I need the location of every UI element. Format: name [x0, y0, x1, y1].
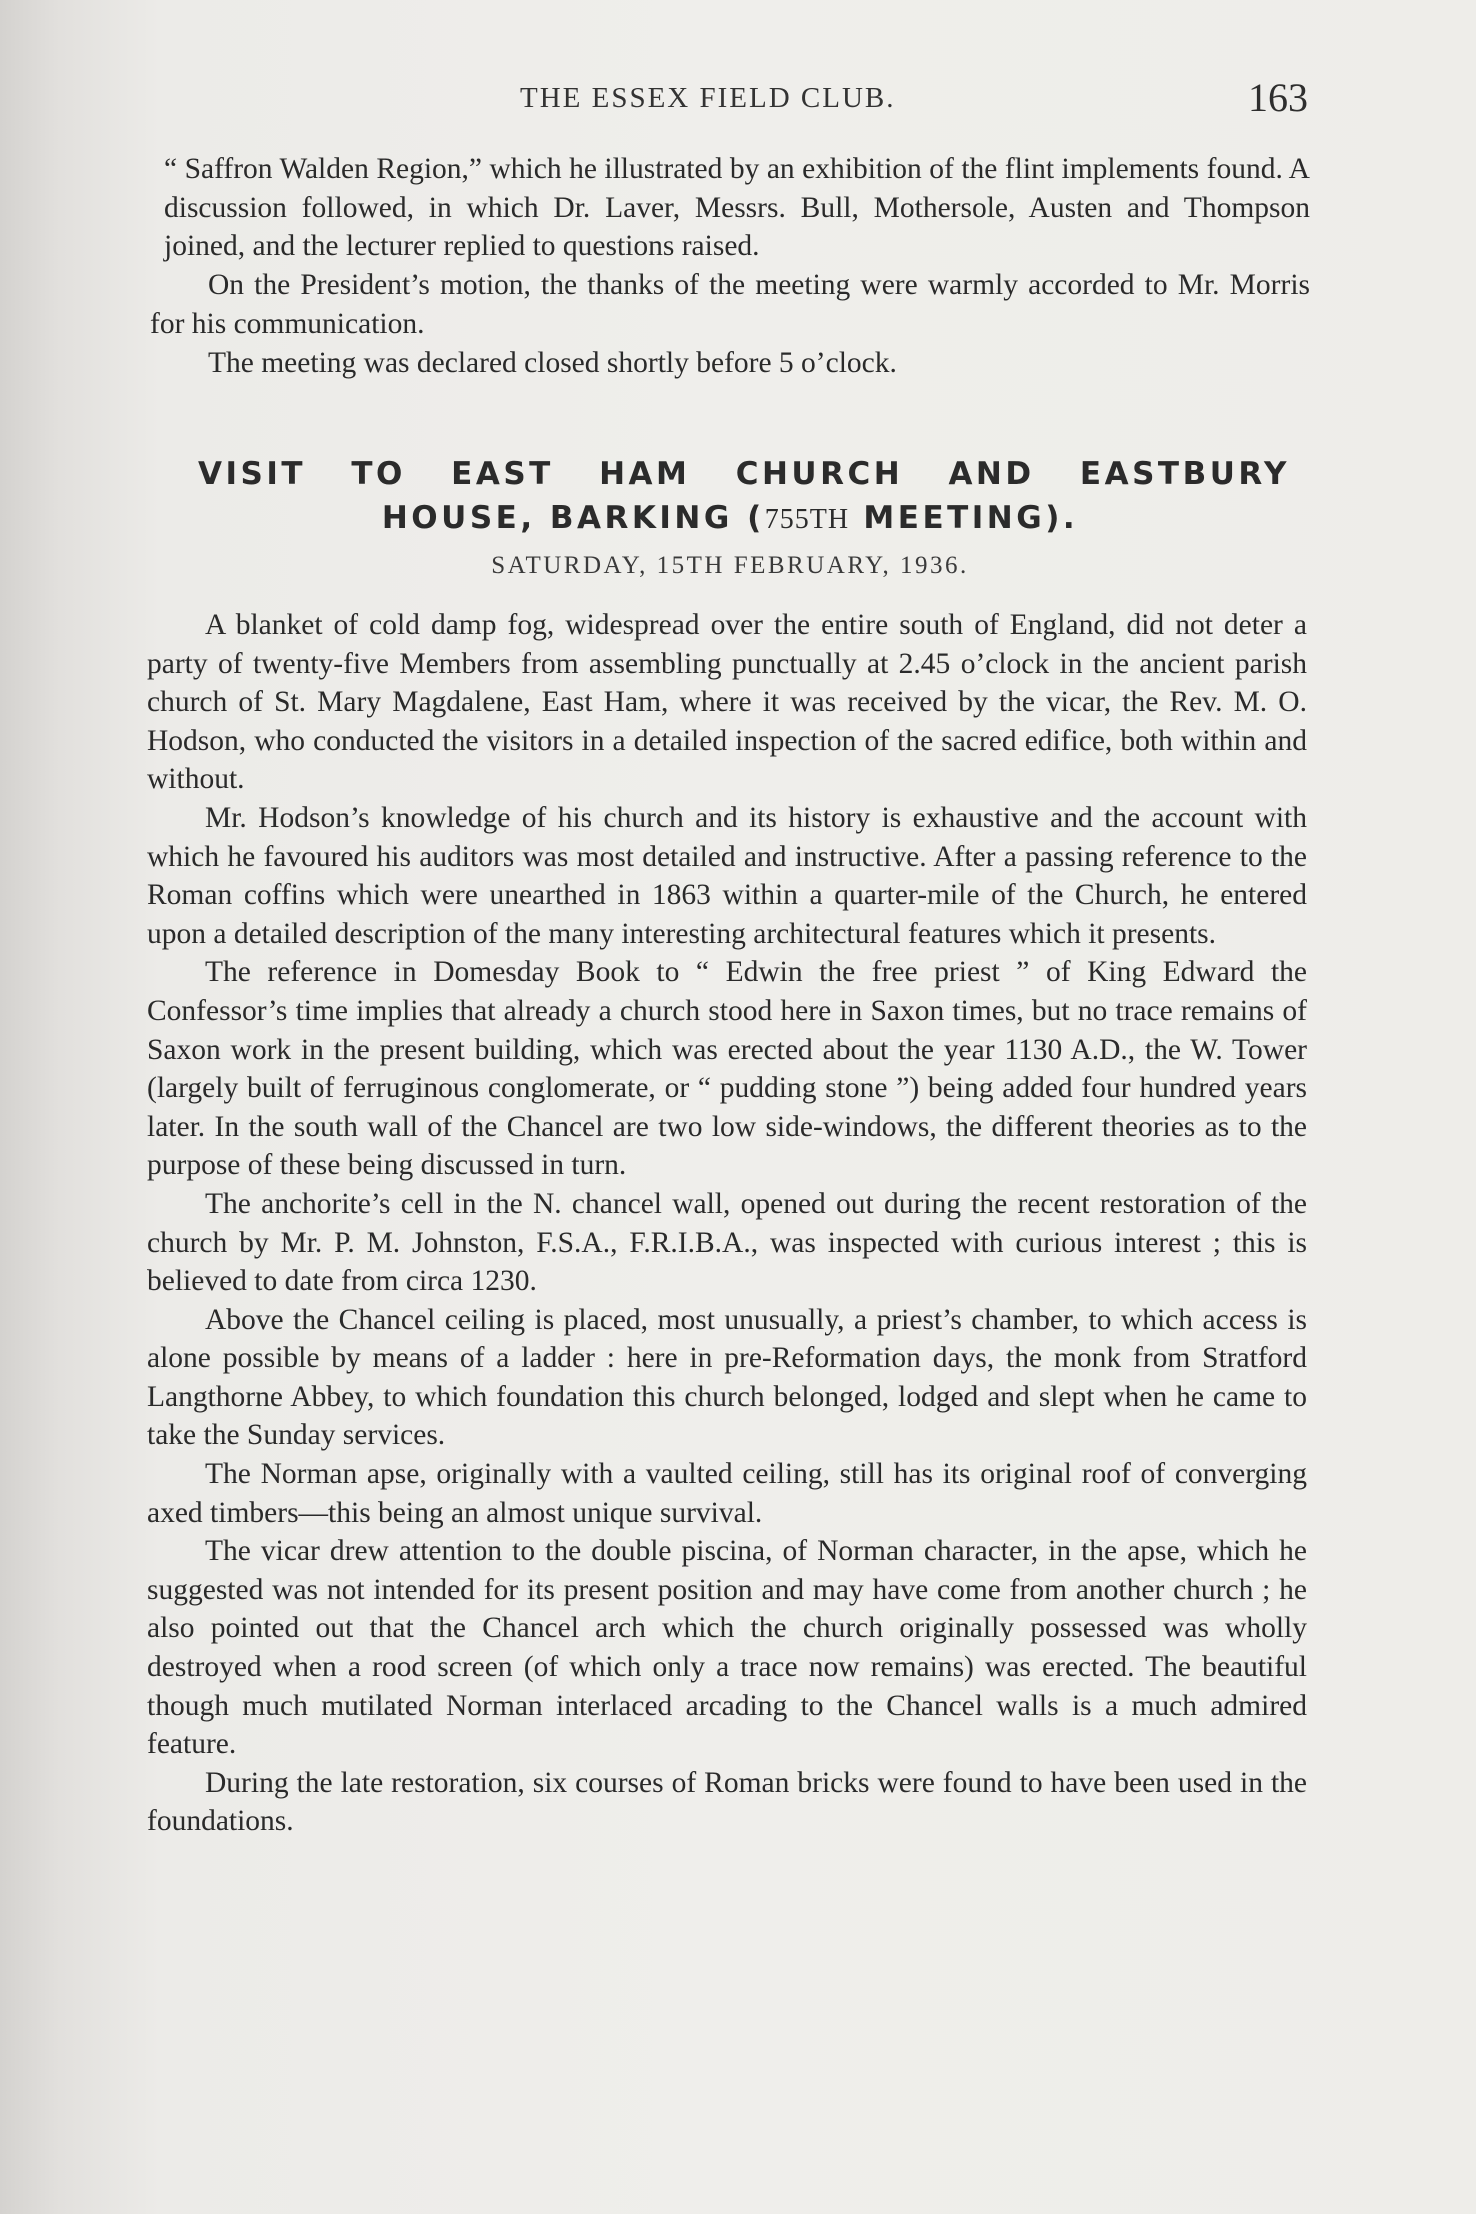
- heading-line-2-start: HOUSE, BARKING (: [381, 500, 765, 536]
- meeting-date: SATURDAY, 15TH FEBRUARY, 1936.: [491, 552, 969, 579]
- paragraph: The vicar drew attention to the double piscina, of Norman character, in the apse, which he suggested was not intended for its present position and may have come from another church ; he also pointed out that the Chancel arch which the church originally possessed was wholly destroyed when a rood screen (of which only a trace now remains) was erected. The beautiful though much mutilated Norman interlaced arcading to the Chancel walls is a much admired feature.: [147, 1535, 1307, 1761]
- paragraph: A blanket of cold damp fog, widespread over the entire south of England, did not deter a party of twenty-five Members from assembling punctually at 2.45 o’clock in the ancient parish church of St. Mary Magdalene, East Ham, where it was received by the vicar, the Rev. M. O. Hodson, who conducted the visitors in a detailed inspection of the sacred edifice, both within and without.: [147, 609, 1307, 796]
- paragraph: Above the Chancel ceiling is placed, most unusually, a priest’s chamber, to which access is alone possible by means of a ladder : here in pre-Reformation days, the monk from Stratford Langthorne Abbey, to which foundation this church belonged, lodged and slept when he came to take the Sunday services.: [147, 1303, 1307, 1452]
- section-heading: [150, 452, 1310, 542]
- paragraph: The reference in Domesday Book to “ Edwin the free priest ” of King Edward the Confessor’s time implies that already a church stood here in Saxon times, but no trace remains of Saxon work in the present building, which was erected about the year 1130 A.D., the W. Tower (largely built of ferruginous conglomerate, or “ pudding stone ”) being added four hundred years later. In the south wall of the Chancel are two low side-windows, the different theories as to the purpose of these being discussed in turn.: [147, 956, 1307, 1182]
- paragraph: During the late restoration, six courses of Roman bricks were found to have been used in the foundations.: [147, 1766, 1307, 1838]
- paragraph: The meeting was declared closed shortly before 5 o’clock.: [208, 346, 897, 379]
- paragraph: The anchorite’s cell in the N. chancel wall, opened out during the recent restoration of the church by Mr. P. M. Johnston, F.S.A., F.R.I.B.A., was inspected with curious interest ; this is believed to date from circa 1230.: [147, 1187, 1307, 1298]
- meeting-number: 755TH: [764, 504, 850, 535]
- page-number: 163: [1248, 75, 1308, 120]
- intro-text: [150, 150, 1310, 382]
- paragraph: “ Saffron Walden Region,” which he illustrated by an exhibition of the flint implements found. A discussion followed, in which Dr. Laver, Messrs. Bull, Mothersole, Austen and Thompson joined, and the lecturer replied to questions raised.: [164, 153, 1310, 263]
- heading-line-2: [150, 496, 1310, 542]
- running-title: THE ESSEX FIELD CLUB.: [520, 82, 896, 114]
- article-body: [147, 606, 1307, 1841]
- heading-line-1: VISIT TO EAST HAM CHURCH AND EASTBURY: [198, 456, 1290, 492]
- paragraph: The Norman apse, originally with a vaulted ceiling, still has its original roof of converging axed timbers—this being an almost unique survival.: [147, 1458, 1307, 1529]
- paragraph: Mr. Hodson’s knowledge of his church and its history is exhaustive and the account with which he favoured his auditors was most detailed and instructive. After a passing reference to the Roman coffins which were unearthed in 1863 within a quarter-mile of the Church, he entered upon a detailed description of the many interesting architectural features which it presents.: [147, 801, 1307, 950]
- paragraph: On the President’s motion, the thanks of the meeting were warmly accorded to Mr. Morris for his communication.: [150, 269, 1310, 340]
- heading-line-2-end: MEETING).: [849, 500, 1079, 536]
